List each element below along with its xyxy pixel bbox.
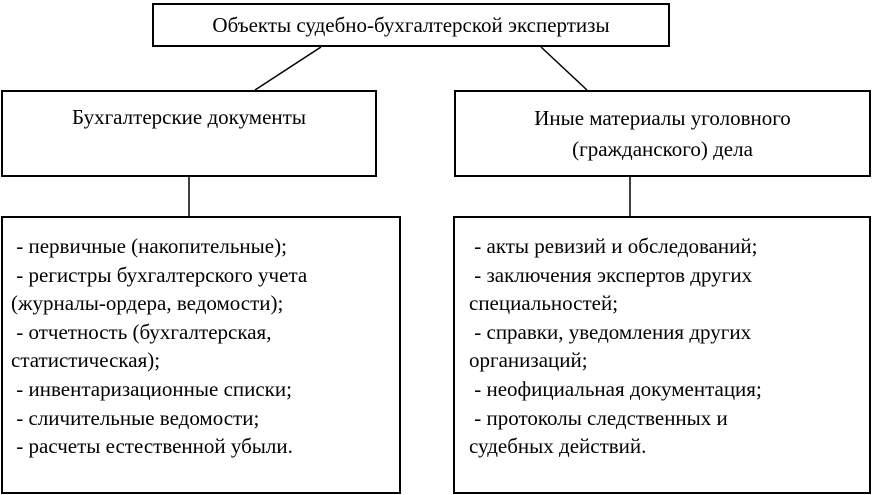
list-item: - неофициальная документация; [469,376,762,401]
list-item: - регистры бухгалтерского учета [11,262,308,287]
list-item: судебных действий. [469,434,647,459]
list-other-materials [453,216,871,494]
list-item: - сличительные ведомости; [11,405,260,430]
category-node-other-materials [454,90,871,177]
list-accounting-documents [1,216,401,494]
list-item: - расчеты естественной убыли. [11,434,293,459]
category-label-line: Иные материалы уголовного [534,105,791,130]
list-item: организаций; [469,348,588,373]
list-item: - инвентаризационные списки; [11,376,292,401]
list-item: специальностей; [469,291,619,316]
list-item: - справки, уведомления других [469,319,752,344]
list-item: (журналы-ордера, ведомости); [11,291,284,316]
list-item: статистическая); [11,348,161,373]
root-node-label: Объекты судебно-бухгалтерской экспертизы [212,12,610,37]
connector-root-to-right [541,47,587,90]
category-label-line: Бухгалтерские документы [72,105,306,129]
list-item: - заключения экспертов других [469,262,753,287]
category-node-accounting-documents [1,90,377,177]
root-node [152,3,670,47]
list-item: - протоколы следственных и [469,405,728,430]
list-item: - отчетность (бухгалтерская, [11,319,272,344]
list-item: - первичные (накопительные); [11,234,287,258]
category-label-line: (гражданского) дела [572,136,753,161]
connector-root-to-left [255,47,321,90]
list-item: - акты ревизий и обследований; [469,234,758,258]
